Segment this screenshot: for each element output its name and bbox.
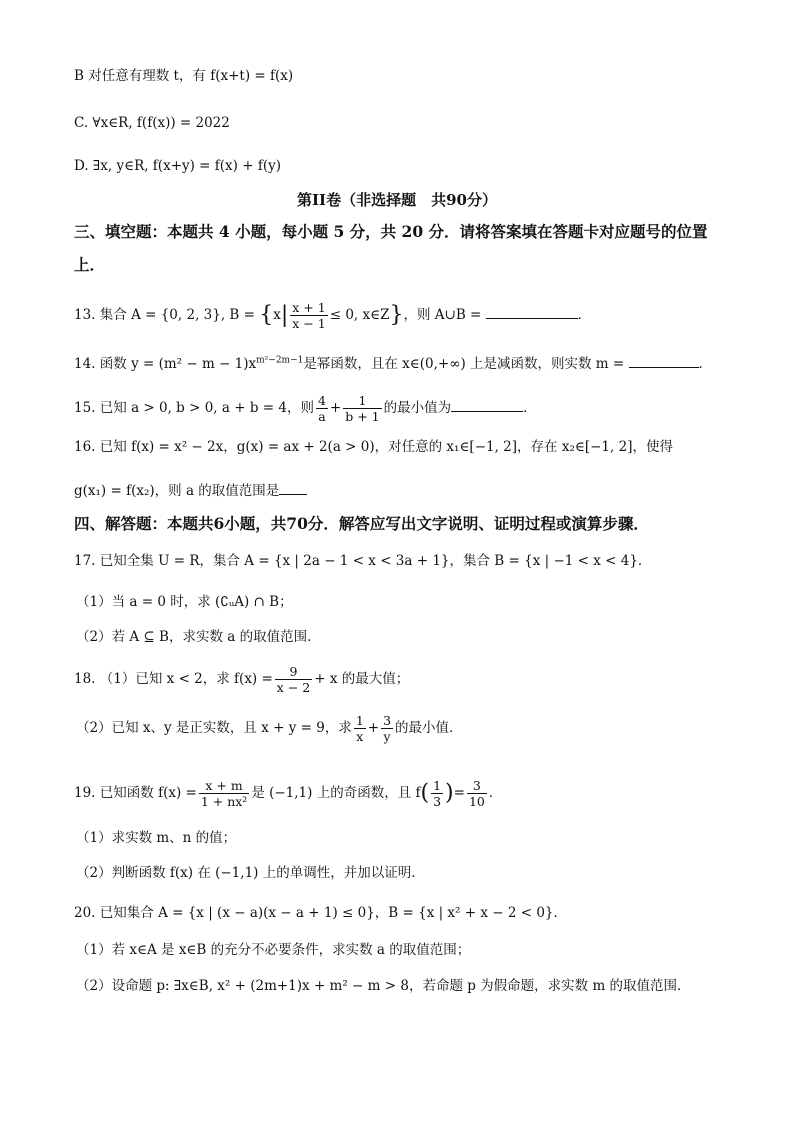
q14-text-b: 是幂函数，且在 x∈(0,+∞) 上是减函数，则实数 m = (303, 356, 629, 372)
q17-text: 已知全集 U = R，集合 A = {x | 2a − 1 < x < 3a + 1}，集合 B = {x | −1 < x < 4}． (99, 553, 652, 569)
q17-part2: （2）若 A ⊆ B，求实数 a 的取值范围． (76, 629, 321, 645)
q20-part2: （2）设命题 p: ∃x∈B, x² + (2m+1)x + m² − m > 8，若命题 p 为假命题，求实数 m 的取值范围． (76, 978, 691, 994)
question-number: 18. (74, 671, 96, 687)
q19-equals: = (453, 785, 465, 801)
q18-fraction-2: $\frac{3}{y}$ (383, 713, 392, 744)
q18-1b: + x 的最大值； (314, 671, 410, 687)
question-number: 20. (74, 905, 96, 921)
q18-2a: （2）已知 x、y 是正实数，且 x + y = 9，求 (76, 720, 352, 736)
question-15: 15. 已知 a > 0, b > 0, a + b = 4，则 $\frac{4}{a}$ + $\frac{1}{b + 1}$ 的最小值为 ． (74, 393, 537, 424)
answer-blank (629, 353, 699, 368)
question-number: 17. (74, 553, 96, 569)
section4-heading: 四、解答题：本题共6小题，共70分．解答应写出文字说明、证明过程或演算步骤． (74, 514, 649, 533)
question-17 (74, 551, 651, 571)
question-13: 13. 集合 A = {0, 2, 3}, B = {x| $\frac{x + 1}{x - 1}$ ≤ 0, x∈Z}，则 A∪B = ． (74, 300, 592, 331)
part2-title: 第II卷（非选择题 共90分） (297, 191, 497, 209)
q14-text-a: 函数 y = (m² − m − 1)x (99, 356, 257, 372)
q20-text: 已知集合 A = {x | (x − a)(x − a + 1) ≤ 0}，B = {x | x² + x − 2 < 0}． (99, 905, 568, 921)
q16-text-b: g(x₁) = f(x₂)，则 a 的取值范围是 (74, 483, 280, 499)
q17-part1: （1）当 a = 0 时，求 (∁ᵤA) ∩ B； (76, 594, 293, 610)
q19-text-a: 已知函数 f(x) = (99, 785, 197, 801)
question-number: 16. (74, 439, 96, 455)
q13-text-b: ，则 A∪B = (403, 307, 486, 323)
answer-blank (451, 397, 523, 412)
option-d: D. ∃x, y∈R, f(x+y) = f(x) + f(y) (74, 158, 281, 174)
q13-condition: ≤ 0, x∈Z (329, 307, 390, 323)
q18-1a: （1）已知 x < 2，求 f(x) = (99, 671, 273, 687)
q20-part1: （1）若 x∈A 是 x∈B 的充分不必要条件，求实数 a 的取值范围； (76, 942, 471, 958)
q15-plus: + (329, 400, 342, 416)
q14-exponent: m²−2m−1 (256, 355, 304, 366)
q13-set-var: x (273, 307, 281, 323)
q13-fraction: $\frac{x + 1}{x - 1}$ (292, 300, 326, 331)
q18-2b: 的最小值． (395, 720, 463, 736)
question-number: 13. (74, 307, 96, 323)
question-number: 19. (74, 785, 96, 801)
question-number: 14. (74, 356, 96, 372)
q19-fraction: $\frac{x + m}{\text{1 + nx²}}$ (200, 778, 248, 809)
question-14: 14. 函数 $y = (m^2 - m - 1)x^{m^2-2m-1}$是幂函数，且在 x∈(0,+∞) 上是减函数，则实数 m = ． (74, 353, 712, 374)
option-b: B 对任意有理数 t，有 f(x+t) = f(x) (74, 68, 294, 84)
q18-fraction: $\frac{9}{x - 2}$ (276, 664, 311, 695)
q15-fraction-1: $\frac{4}{a}$ (317, 393, 326, 424)
q19-text-b: 是 (−1,1) 上的奇函数，且 f (251, 785, 421, 801)
answer-blank (486, 304, 578, 319)
section3-heading-line2: 上． (74, 255, 106, 274)
q19-arg-fraction: $\frac{1}{3}$ (433, 778, 442, 809)
q19-part2: （2）判断函数 f(x) 在 (−1,1) 上的单调性，并加以证明． (76, 865, 425, 881)
answer-blank (279, 480, 307, 495)
q15-text-a: 已知 a > 0, b > 0, a + b = 4，则 (99, 400, 314, 416)
q19-value-fraction: $\frac{3}{10}$ (468, 778, 485, 809)
question-20 (74, 903, 567, 923)
q19-part1: （1）求实数 m、n 的值； (76, 830, 237, 846)
q15-fraction-2: $\frac{1}{b + 1}$ (345, 393, 380, 424)
question-18-part1 (74, 664, 409, 695)
q13-text-a: 集合 A = {0, 2, 3}, B = (99, 307, 260, 323)
section3-heading-line1: 三、填空题：本题共 4 小题，每小题 5 分，共 20 分．请将答案填在答题卡对应题号的位置 (74, 222, 708, 241)
question-18-part2: （2）已知 x、y 是正实数，且 x + y = 9，求 $\frac{1}{x}$ + $\frac{3}{y}$ 的最小值． (76, 713, 463, 744)
question-16-line1 (74, 437, 673, 457)
option-c: C. ∀x∈R, f(f(x)) = 2022 (74, 115, 230, 131)
q15-text-b: 的最小值为 (383, 400, 452, 416)
question-16-line2 (74, 480, 307, 501)
q16-text-a: 已知 f(x) = x² − 2x，g(x) = ax + 2(a > 0)，对任意的 x₁∈[−1, 2]，存在 x₂∈[−1, 2]，使得 (99, 439, 673, 455)
question-19: 19. 已知函数 f(x) = $\frac{x + m}{\text{1 + nx²}}$ 是 (−1,1) 上的奇函数，且 f( $\frac{1}{3}$ )= $\frac{3}{10}$ ． (74, 778, 503, 809)
q18-fraction-1: $\frac{1}{x}$ (355, 713, 364, 744)
question-number: 15. (74, 400, 96, 416)
